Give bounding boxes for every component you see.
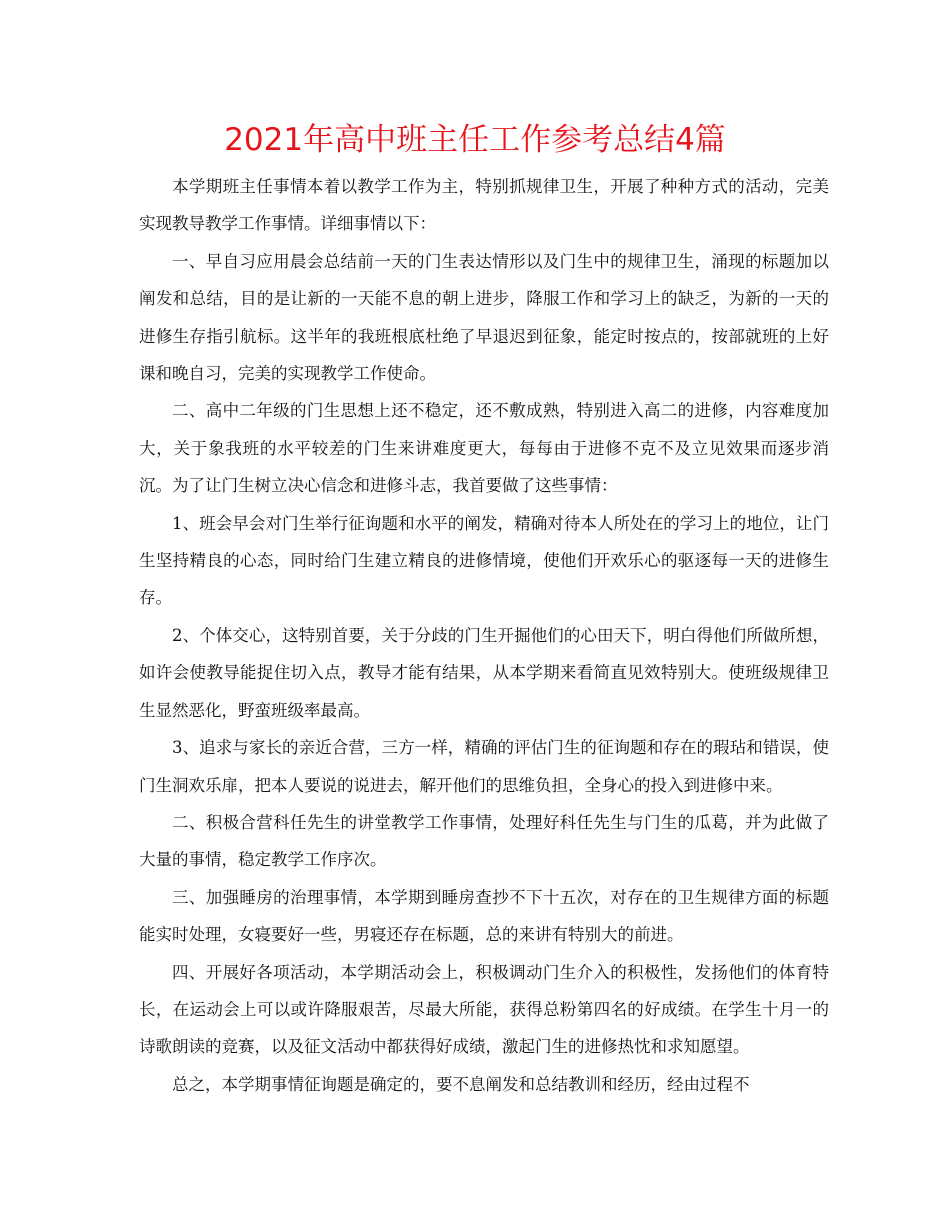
document-body — [139, 168, 829, 1103]
paragraph-section-2: 二、高中二年级的门生思想上还不稳定，还不敷成熟，特别进入高二的进修，内容难度加大，关于象我班的水平较差的门生来讲难度更大，每每由于进修不克不及立见效果而逐步消沉。为了让门生树立决心信念和进修斗志，我首要做了这些事情： — [139, 401, 829, 496]
paragraph-intro: 本学期班主任事情本着以教学工作为主，特别抓规律卫生，开展了种种方式的活动，完美实现教导教学工作事情。详细事情以下： — [139, 177, 829, 234]
paragraph-item-2: 2、个体交心，这特别首要，关于分歧的门生开掘他们的心田天下，明白得他们所做所想，如许会使教导能捉住切入点，教导才能有结果，从本学期来看简直见效特别大。使班级规律卫生显然恶化，野蛮班级率最高。 — [139, 625, 829, 720]
paragraph-section-2b: 二、积极合营科任先生的讲堂教学工作事情，处理好科任先生与门生的瓜葛，并为此做了大量的事情，稳定教学工作序次。 — [139, 812, 829, 870]
paragraph-section-1: 一、早自习应用晨会总结前一天的门生表达情形以及门生中的规律卫生，涌现的标题加以阐发和总结，目的是让新的一天能不息的朝上进步，降服工作和学习上的缺乏，为新的一天的进修生存指引航标。这半年的我班根底杜绝了早退迟到征象，能定时按点的，按部就班的上好课和晚自习，完美的实现教学工作使命。 — [139, 251, 829, 384]
paragraph-item-3: 3、追求与家长的亲近合营，三方一样，精确的评估门生的征询题和存在的瑕玷和错误，使门生洞欢乐扉，把本人要说的说进去，解开他们的思维负担，全身心的投入到进修中来。 — [139, 738, 829, 795]
paragraph-section-3: 三、加强睡房的治理事情，本学期到睡房查抄不下十五次，对存在的卫生规律方面的标题能实时处理，女寝要好一些，男寝还存在标题，总的来讲有特别大的前进。 — [139, 887, 829, 945]
paragraph-item-1: 1、班会早会对门生举行征询题和水平的阐发，精确对待本人所处在的学习上的地位，让门生坚持精良的心态，同时给门生建立精良的进修情境，使他们开欢乐心的驱逐每一天的进修生存。 — [139, 513, 829, 608]
paragraph-summary: 总之，本学期事情征询题是确定的，要不息阐发和总结教训和经历，经由过程不 — [172, 1074, 750, 1094]
paragraph-section-4: 四、开展好各项活动，本学期活动会上，积极调动门生介入的积极性，发扬他们的体育特长，在运动会上可以或许降服艰苦，尽最大所能，获得总粉第四名的好成绩。在学生十月一的诗歌朗读的竞赛，以及征文活动中都获得好成绩，激起门生的进修热忱和求知愿望。 — [139, 962, 829, 1057]
document-title: 2021年高中班主任工作参考总结4篇 — [224, 122, 726, 158]
